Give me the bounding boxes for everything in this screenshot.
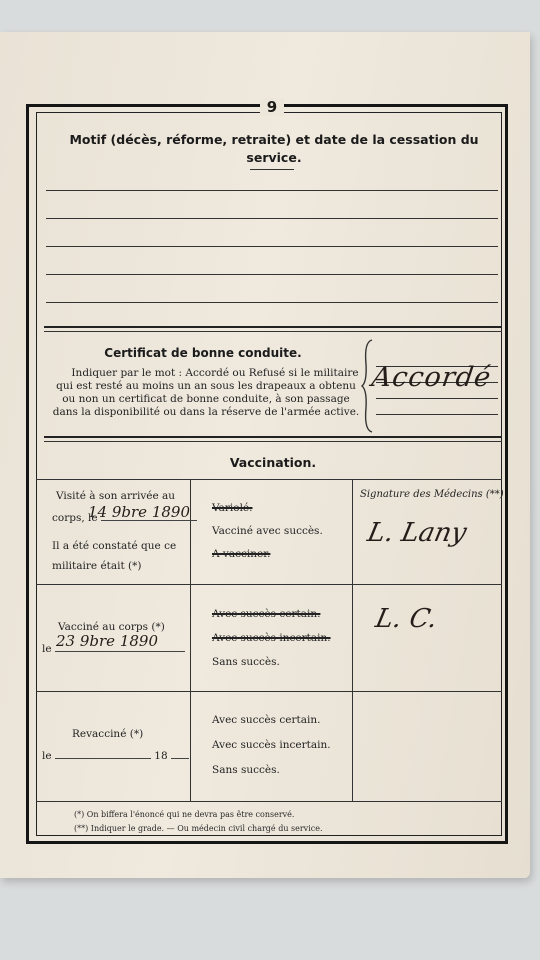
row1-left-line3: Il a été constaté que ce (52, 540, 177, 552)
cessation-line-1 (46, 190, 498, 191)
conduite-instruction-4: dans la disponibilité ou dans la réserve de l'armée active. (52, 406, 360, 418)
cessation-section-divider-2 (44, 331, 502, 332)
vaccination-title: Vaccination. (229, 455, 317, 470)
row3-option-succes-incertain: Avec succès incertain. (212, 739, 331, 751)
row3-option-sans-succes: Sans succès. (212, 764, 280, 776)
row2-date-field (55, 651, 185, 652)
row2-option-succes-incertain: Avec succès incertain. (212, 632, 331, 644)
row3-option-succes-certain: Avec succès certain. (212, 714, 321, 726)
cessation-section-divider (44, 326, 502, 328)
vaccination-row-divider-1 (36, 584, 502, 585)
conduite-answer-line-4 (376, 414, 498, 415)
vaccination-row-divider-2 (36, 691, 502, 692)
conduite-instruction-3: ou non un certificat de bonne conduite, à son passage (62, 393, 350, 405)
row3-left-line2 (42, 750, 189, 762)
conduite-answer-line-3 (376, 398, 498, 399)
cessation-title-underline (250, 169, 294, 170)
cessation-line-4 (46, 274, 498, 275)
conduite-section-divider (44, 436, 502, 438)
vaccination-col-divider-1 (190, 479, 191, 801)
row2-option-sans-succes: Sans succès. (212, 656, 280, 668)
row2-medecin-signature: L. C. (372, 604, 441, 634)
row3-left-line1: Revacciné (*) (72, 728, 144, 740)
row2-left-line1: Vacciné au corps (*) (58, 621, 165, 633)
vaccination-header-divider (36, 479, 502, 480)
signature-header: Signature des Médecins (**) (360, 489, 504, 500)
footnote-2: (**) Indiquer le grade. — Ou médecin civil chargé du service. (74, 824, 323, 833)
row3-left-suffix: 18 (154, 750, 168, 762)
row2-option-succes-certain: Avec succès certain. (212, 608, 321, 620)
vaccination-table-bottom (36, 801, 502, 802)
cessation-line-5 (46, 302, 498, 303)
row1-option-a-vacciner: A vacciner. (212, 548, 271, 560)
conduite-title: Certificat de bonne conduite. (104, 346, 302, 360)
row1-left-line4: militaire était (*) (52, 560, 142, 572)
footnote-1: (*) On biffera l'énoncé qui ne devra pas être conservé. (74, 810, 295, 819)
conduite-instruction-1: Indiquer par le mot : Accordé ou Refusé si le militaire (71, 367, 359, 379)
conduite-section-divider-2 (44, 441, 502, 442)
conduite-instruction-2: qui est resté au moins un an sous les drapeaux a obtenu (56, 380, 356, 392)
page-number: 9 (260, 98, 284, 116)
row1-handwritten-date: 14 9bre 1890 (88, 503, 190, 521)
vaccination-col-divider-2 (352, 479, 353, 801)
row3-year-field (171, 758, 189, 759)
cessation-line-2 (46, 218, 498, 219)
row3-date-field (55, 758, 151, 759)
cessation-line-3 (46, 246, 498, 247)
conduite-handwritten-answer: Accordé (369, 362, 494, 393)
row2-left-prefix: le (42, 643, 52, 655)
row3-left-prefix: le (42, 750, 52, 762)
row1-medecin-signature: L. Lany (364, 518, 470, 548)
row1-left-line1: Visité à son arrivée au (56, 490, 176, 502)
row2-handwritten-date: 23 9bre 1890 (56, 632, 158, 650)
cessation-title: Motif (décès, réforme, retraite) et date de la cessation du service. (69, 132, 479, 165)
row1-left-line2-prefix: corps, le (52, 512, 98, 524)
row1-option-vaccine-succes: Vacciné avec succès. (212, 525, 323, 537)
row1-option-variole: Variolé. (212, 502, 253, 514)
